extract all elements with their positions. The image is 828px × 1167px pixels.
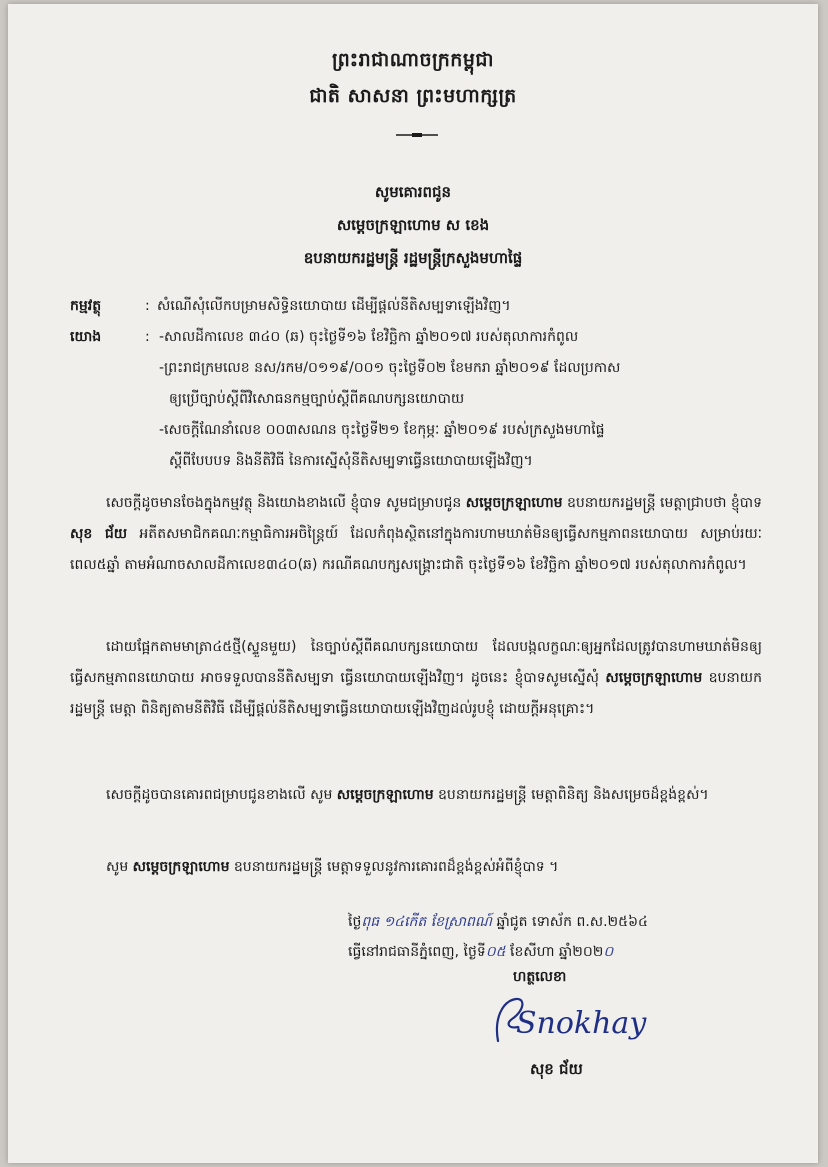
letter-page xyxy=(8,4,818,1163)
lunar-date-line xyxy=(348,907,788,937)
respect-line: សូមគោរពជូន xyxy=(374,183,452,201)
handwritten-day: ០៥ xyxy=(485,944,506,960)
subject-reference-block xyxy=(70,291,762,477)
reference-item: -សាលដីកាលេខ ៣៤០ (ឆ) ចុះថ្ងៃទី១៦ ខែវិច្ឆិកា ឆ្នាំ២០១៧ របស់តុលាការកំពូល xyxy=(159,329,579,345)
paragraph-text: ឧបនាយករដ្ឋមន្ត្រី មេត្តាពិនិត្យ និងសម្រេចដ៏ខ្ពង់ខ្ពស់។ xyxy=(433,787,709,803)
references-label: យោង xyxy=(70,329,102,345)
body-paragraph-2 xyxy=(70,632,762,725)
references-colon: : xyxy=(145,329,150,345)
paragraph-text: ឧបនាយករដ្ឋមន្ត្រី មេត្តាទទួលនូវការគោរពដ៏ខ្ពង់ខ្ពស់អំពីខ្ញុំបាទ ។ xyxy=(229,859,559,875)
sender-name-bold: សុខ ជ័យ xyxy=(70,526,128,542)
references-list xyxy=(157,322,762,477)
paragraph-text: អតីតសមាជិកគណៈកម្មាធិការអចិន្ត្រៃយ៍ ដែលកំពុងស្ថិតនៅក្នុងការហាមឃាត់មិនឲ្យធ្វើសកម្មភាពនយោបាយ សម្រាប់រយៈពេល៥ឆ្នាំ តាមអំណាចសាលដីកាលេខ៣៤០(ឆ) ករណីគណបក្សសង្គ្រោះជាតិ ចុះថ្ងៃទី១៦ ខែវិច្ឆិកា ឆ្នាំ២០១៧ របស់តុលាការកំពូល។ xyxy=(70,526,762,573)
paragraph-text: សូម xyxy=(106,859,133,875)
recipient-block xyxy=(8,176,818,275)
paragraph-text: ឧបនាយករដ្ឋមន្ត្រី មេត្តាជ្រាបថា ខ្ញុំបាទ xyxy=(562,495,762,511)
date-place-block xyxy=(348,907,788,967)
date-prefix: ថ្ងៃ xyxy=(348,914,362,930)
handwritten-signature xyxy=(488,989,668,1059)
paragraph-text: សេចក្តីដូចបានគោរពជម្រាបជូនខាងលើ សូម xyxy=(106,787,337,803)
signature-title: ហត្ថលេខា xyxy=(513,969,567,985)
body-paragraph-1 xyxy=(70,488,762,581)
ornament-divider xyxy=(396,130,438,140)
honorific-bold: សម្តេចក្រឡាហោម xyxy=(605,670,703,686)
paragraph-text: ដោយផ្អែកតាមមាត្រា៤៥ថ្មី(ស្ទួនមួយ) នៃច្បាប់ស្តីពីគណបក្សនយោបាយ ដែលបង្កលក្ខណៈឲ្យអ្នកដែលត្រូវបានហាមឃាត់មិនឲ្យធ្វើសកម្មភាពនយោបាយ អាចទទួលបាននីតិសម្បទា ធ្វើនយោបាយឡើងវិញ។ ដូចនេះ ខ្ញុំបាទសូមស្នើសុំ xyxy=(70,639,762,686)
signature-script: Snokhay xyxy=(516,1006,647,1041)
paragraph-text: ឧបនាយករដ្ឋមន្ត្រី មេត្តា ពិនិត្យតាមនីតិវិធី ដើម្បីផ្តល់នីតិសម្បទាធ្វើនយោបាយឡើងវិញដល់រូបខ្ញុំ ដោយក្តីអនុគ្រោះ។ xyxy=(70,670,762,717)
paragraph-text: សេចក្តីដូចមានចែងក្នុងកម្មវត្ថុ និងយោងខាងលើ ខ្ញុំបាទ សូមជម្រាបជូន xyxy=(106,495,466,511)
national-motto: ជាតិ សាសនា ព្រះមហាក្សត្រ xyxy=(309,85,517,107)
honorific-bold: សម្តេចក្រឡាហោម xyxy=(132,859,230,875)
reference-item: -សេចក្តីណែនាំលេខ ០០៣សណន ចុះថ្ងៃទី២១ ខែកុម្ភៈ ឆ្នាំ២០១៩ របស់ក្រសួងមហាផ្ទៃ xyxy=(159,422,605,438)
body-paragraph-3 xyxy=(70,780,762,811)
recipient-name: សម្តេចក្រឡាហោម ស ខេង xyxy=(336,216,490,234)
body-paragraph-4 xyxy=(70,852,762,883)
handwritten-year-digit: ០ xyxy=(603,944,614,960)
subject-text: សំណើសុំលើកបម្រាមសិទ្ធិនយោបាយ ដើម្បីផ្តល់នីតិសម្បទាឡើងវិញ។ xyxy=(157,298,511,314)
subject-row xyxy=(70,291,762,322)
signer-name: សុខ ជ័យ xyxy=(530,1060,583,1078)
month-year-text: ខែសីហា ឆ្នាំ២០២ xyxy=(505,944,604,960)
references-row xyxy=(70,322,762,477)
honorific-bold: សម្តេចក្រឡាហោម xyxy=(336,787,434,803)
reference-item-continued: ស្តីពីបែបបទ និងនីតិវិធី នៃការស្នើសុំនីតិសម្បទាធ្វើនយោបាយឡើងវិញ។ xyxy=(169,453,533,469)
recipient-title: ឧបនាយករដ្ឋមន្ត្រី រដ្ឋមន្ត្រីក្រសួងមហាផ្ទៃ xyxy=(303,249,523,267)
kingdom-heading: ព្រះរាជាណាចក្រកម្ពុជា xyxy=(332,49,494,71)
subject-colon: : xyxy=(145,298,150,314)
handwritten-lunar-date: ពុធ ១៤កើត ខែស្រាពណ៍ xyxy=(361,914,492,930)
lunar-year-text: ឆ្នាំជូត ទោស័ក ព.ស.២៥៦៤ xyxy=(492,914,648,930)
reference-item-continued: ឲ្យប្រើច្បាប់ស្តីពីវិសោធនកម្មច្បាប់ស្តីពីគណបក្សនយោបាយ xyxy=(169,391,465,407)
place-prefix: ធ្វើនៅរាជធានីភ្នំពេញ, ថ្ងៃទី xyxy=(348,944,486,960)
place-date-line xyxy=(348,937,788,967)
reference-item: -ព្រះរាជក្រមលេខ នស/រកម/០១១៩/០០១ ចុះថ្ងៃទី០២ ខែមករា ឆ្នាំ២០១៩ ដែលប្រកាស xyxy=(159,360,621,376)
honorific-bold: សម្តេចក្រឡាហោម xyxy=(465,495,563,511)
subject-label: កម្មវត្ថុ xyxy=(70,298,102,314)
